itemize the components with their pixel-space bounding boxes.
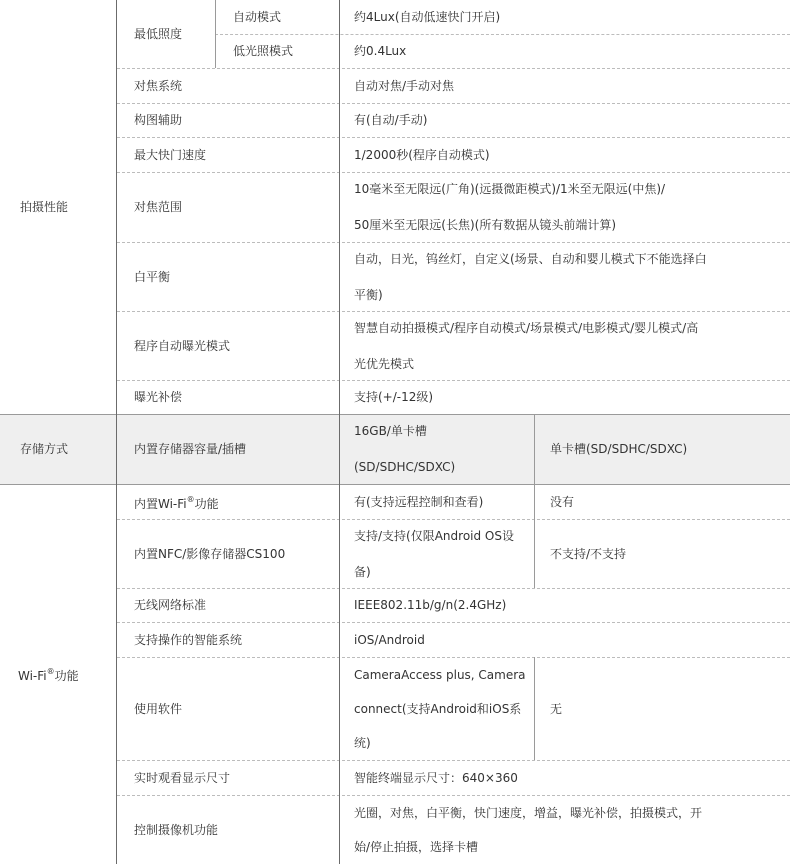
storage-value-a: 16GB/单卡槽 (SD/SDHC/SDXC): [354, 424, 456, 474]
focus-range-value: 10毫米至无限远(广角)(远摄微距模式)/1米至无限远(中焦)/ 50厘米至无限远(长焦)(所有数据从镜头前端计算): [354, 182, 666, 232]
auto-mode-value: 约4Lux(自动低速快门开启): [354, 10, 501, 24]
camera-control-label: 控制摄像机功能: [134, 822, 219, 837]
program-ae-value: 智慧自动拍摄模式/程序自动模式/场景模式/电影模式/婴儿模式/高 光优先模式: [354, 320, 699, 371]
white-balance-value: 自动，日光，钨丝灯，自定义(场景、自动和婴儿模式下不能选择白 平衡): [354, 251, 707, 302]
nfc-label: 内置NFC/影像存储器CS100: [134, 546, 286, 561]
focus-system-value: 自动对焦/手动对焦: [354, 78, 455, 93]
min-illumination-label: 最低照度: [134, 27, 183, 41]
focus-system-label: 对焦系统: [134, 78, 183, 93]
program-ae-label: 程序自动曝光模式: [134, 338, 231, 353]
storage-label: 内置存储器容量/插槽: [134, 442, 247, 456]
builtin-wifi-value-b: 没有: [550, 494, 575, 509]
live-view-label: 实时观看显示尺寸: [134, 770, 231, 785]
shutter-value: 1/2000秒(程序自动模式): [354, 147, 490, 162]
smart-system-value: iOS/Android: [354, 632, 425, 647]
wireless-value: IEEE802.11b/g/n(2.4GHz): [354, 598, 507, 612]
software-value-b: 无: [550, 701, 563, 716]
white-balance-label: 白平衡: [134, 269, 171, 284]
wireless-label: 无线网络标准: [134, 598, 207, 612]
low-light-value: 约0.4Lux: [354, 44, 407, 58]
composition-label: 构图辅助: [134, 113, 183, 127]
builtin-wifi-value-a: 有(支持远程控制和查看): [354, 494, 484, 509]
section-shooting: 拍摄性能: [20, 200, 69, 214]
smart-system-label: 支持操作的智能系统: [134, 632, 243, 647]
nfc-value-b: 不支持/不支持: [550, 546, 627, 561]
builtin-wifi-label: 内置Wi-Fi®功能: [134, 494, 219, 511]
auto-mode-label: 自动模式: [233, 10, 282, 24]
software-label: 使用软件: [134, 701, 183, 716]
camera-control-value: 光圈，对焦，白平衡，快门速度，增益，曝光补偿，拍摄模式，开 始/停止拍摄，选择卡槽: [354, 805, 703, 854]
focus-range-label: 对焦范围: [134, 200, 183, 214]
low-light-label: 低光照模式: [233, 44, 294, 58]
software-value-a: CameraAccess plus, Camera connect(支持Android和iOS系 统): [354, 667, 526, 750]
shutter-label: 最大快门速度: [134, 147, 207, 162]
section-wifi: Wi-Fi®功能: [18, 667, 79, 683]
exposure-label: 曝光补偿: [134, 390, 183, 404]
composition-value: 有(自动/手动): [354, 113, 428, 127]
nfc-value-a: 支持/支持(仅限Android OS设 备): [354, 528, 514, 579]
storage-value-b: 单卡槽(SD/SDHC/SDXC): [550, 442, 688, 456]
live-view-value: 智能终端显示尺寸：640×360: [354, 770, 518, 785]
section-storage: 存储方式: [20, 442, 69, 456]
exposure-value: 支持(+/-12级): [354, 390, 434, 404]
